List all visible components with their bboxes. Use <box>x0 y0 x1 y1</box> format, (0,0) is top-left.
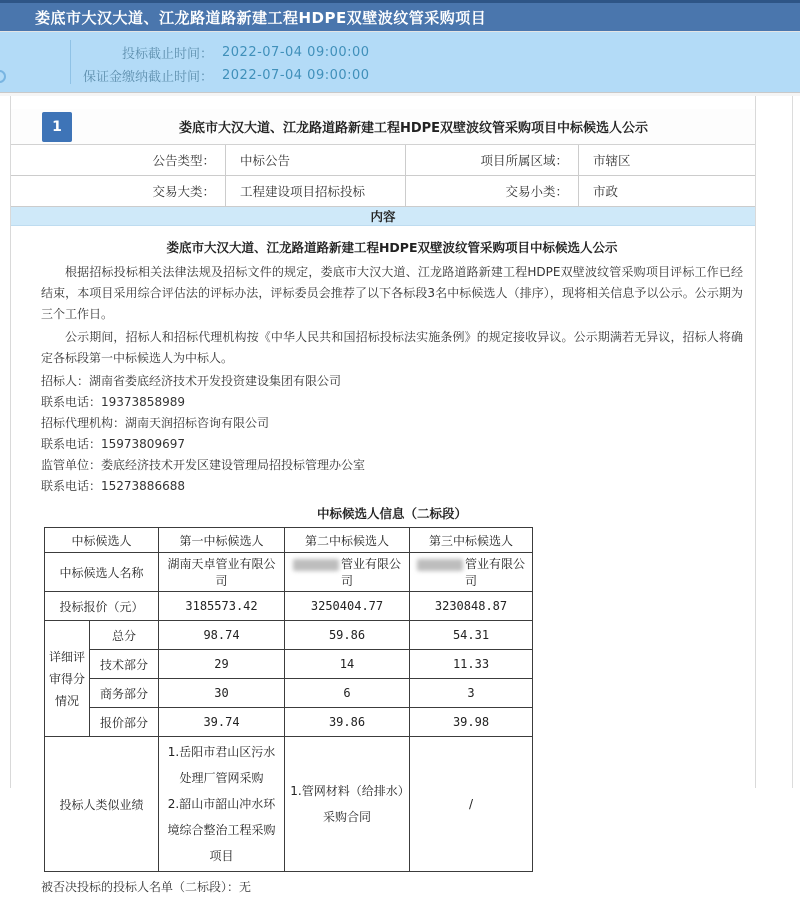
right-edge-line <box>792 96 793 788</box>
trade-category-value: 工程建设项目招标投标 <box>226 176 406 206</box>
bid-price: 3185573.42 <box>159 592 285 621</box>
performance-row <box>45 737 533 872</box>
score-value: 6 <box>285 679 410 708</box>
bid-price: 3230848.87 <box>410 592 533 621</box>
candidate-name-redacted: 管业有限公司 <box>410 553 533 592</box>
candidates-table-title: 中标候选人信息（二标段） <box>316 506 467 521</box>
vertical-divider <box>70 40 71 84</box>
score-label: 报价部分 <box>90 708 159 737</box>
phone-line: 联系电话：19373858989 <box>41 395 185 409</box>
paragraph: 根据招标投标相关法律法规及招标文件的规定，娄底市大汉大道、江龙路道路新建工程HDPE双壁波纹管采购项目评标工作已经结束，本项目采用综合评估法的评标办法，评标委员会推荐了以下各标段3名中标候选人（排序），现将相关信息予以公示。公示期为三个工作日。 <box>41 265 743 321</box>
deadline-panel <box>0 32 800 93</box>
redacted-text <box>293 559 339 571</box>
bid-deadline-label: 投标截止时间： <box>121 47 213 62</box>
score-value: 98.74 <box>159 621 285 650</box>
performance-empty: / <box>410 737 533 872</box>
col-header: 第三中标候选人 <box>410 528 533 553</box>
meta-row-2 <box>11 176 755 207</box>
candidate-name-redacted: 管业有限公司 <box>285 553 410 592</box>
deposit-deadline-label: 保证金缴纳截止时间： <box>82 70 213 85</box>
bid-price-row <box>45 592 533 621</box>
content-section-header: 内容 <box>11 207 755 226</box>
row-label: 中标候选人名称 <box>45 553 159 592</box>
score-value: 30 <box>159 679 285 708</box>
score-value: 3 <box>410 679 533 708</box>
meta-row-1 <box>11 145 755 176</box>
col-header: 第二中标候选人 <box>285 528 410 553</box>
score-row-total <box>45 621 533 650</box>
candidate-names-row <box>45 553 533 592</box>
score-label: 商务部分 <box>90 679 159 708</box>
performance-list: 1.岳阳市君山区污水处理厂管网采购 2.韶山市韶山冲水环境综合整治工程采购项目 <box>159 737 285 872</box>
row-label: 投标人类似业绩 <box>45 737 159 872</box>
score-row-technical <box>45 650 533 679</box>
col-header: 第一中标候选人 <box>159 528 285 553</box>
score-value: 14 <box>285 650 410 679</box>
content-body <box>11 226 755 898</box>
score-row-commercial <box>45 679 533 708</box>
trade-subcategory-value: 市政 <box>593 184 619 199</box>
score-value: 54.31 <box>410 621 533 650</box>
region-label: 项目所属区域： <box>406 145 579 175</box>
performance-list: 1.管网材料（给排水）采购合同 <box>285 737 410 872</box>
score-row-price <box>45 708 533 737</box>
phone-line: 联系电话：15973809697 <box>41 437 185 451</box>
index-badge: 1 <box>42 112 72 142</box>
deposit-deadline-value: 2022-07-04 09:00:00 <box>222 68 370 83</box>
row-label: 投标报价（元） <box>45 592 159 621</box>
trade-subcategory-label: 交易小类： <box>406 176 579 206</box>
score-value: 29 <box>159 650 285 679</box>
window-title-bar <box>0 3 800 32</box>
col-header: 中标候选人 <box>45 528 159 553</box>
agency-line: 招标代理机构：湖南天润招标咨询有限公司 <box>41 416 270 430</box>
notice-type-label: 公告类型： <box>11 145 226 175</box>
rejected-bidders-note: 被否决投标的投标人名单（二标段）：无 <box>41 880 252 894</box>
redacted-text <box>417 559 463 571</box>
bid-price: 3250404.77 <box>285 592 410 621</box>
tenderer-line: 招标人：湖南省娄底经济技术开发投资建设集团有限公司 <box>41 374 342 388</box>
score-value: 59.86 <box>285 621 410 650</box>
paragraph: 公示期间，招标人和招标代理机构按《中华人民共和国招标投标法实施条例》的规定接收异议。公示期满若无异议，招标人将确定各标段第一中标候选人为中标人。 <box>41 330 743 365</box>
page-area <box>0 96 800 894</box>
announcement-header <box>11 109 755 145</box>
announcement-title: 娄底市大汉大道、江龙路道路新建工程HDPE双壁波纹管采购项目中标候选人公示 <box>178 121 649 136</box>
region-value: 市辖区 <box>593 153 631 168</box>
score-value: 39.74 <box>159 708 285 737</box>
bid-deadline-value: 2022-07-04 09:00:00 <box>222 45 370 60</box>
candidates-table <box>44 527 533 872</box>
phone-line: 联系电话：15273886688 <box>41 479 185 493</box>
notice-type-value: 中标公告 <box>226 145 406 175</box>
score-value: 39.86 <box>285 708 410 737</box>
supervisor-line: 监管单位：娄底经济技术开发区建设管理局招投标管理办公室 <box>41 458 366 472</box>
score-group-label: 详细评审得分情况 <box>45 621 90 737</box>
trade-category-label: 交易大类： <box>11 176 226 206</box>
table-header-row <box>45 528 533 553</box>
score-value: 39.98 <box>410 708 533 737</box>
document-title: 娄底市大汉大道、江龙路道路新建工程HDPE双壁波纹管采购项目中标候选人公示 <box>166 240 618 255</box>
page-title: 娄底市大汉大道、江龙路道路新建工程HDPE双壁波纹管采购项目 <box>35 8 487 27</box>
deposit-deadline-row <box>0 64 800 87</box>
bid-deadline-row <box>0 32 800 64</box>
score-value: 11.33 <box>410 650 533 679</box>
score-label: 技术部分 <box>90 650 159 679</box>
candidate-name: 湖南天卓管业有限公司 <box>159 553 285 592</box>
announcement-panel <box>10 96 756 894</box>
score-label: 总分 <box>90 621 159 650</box>
